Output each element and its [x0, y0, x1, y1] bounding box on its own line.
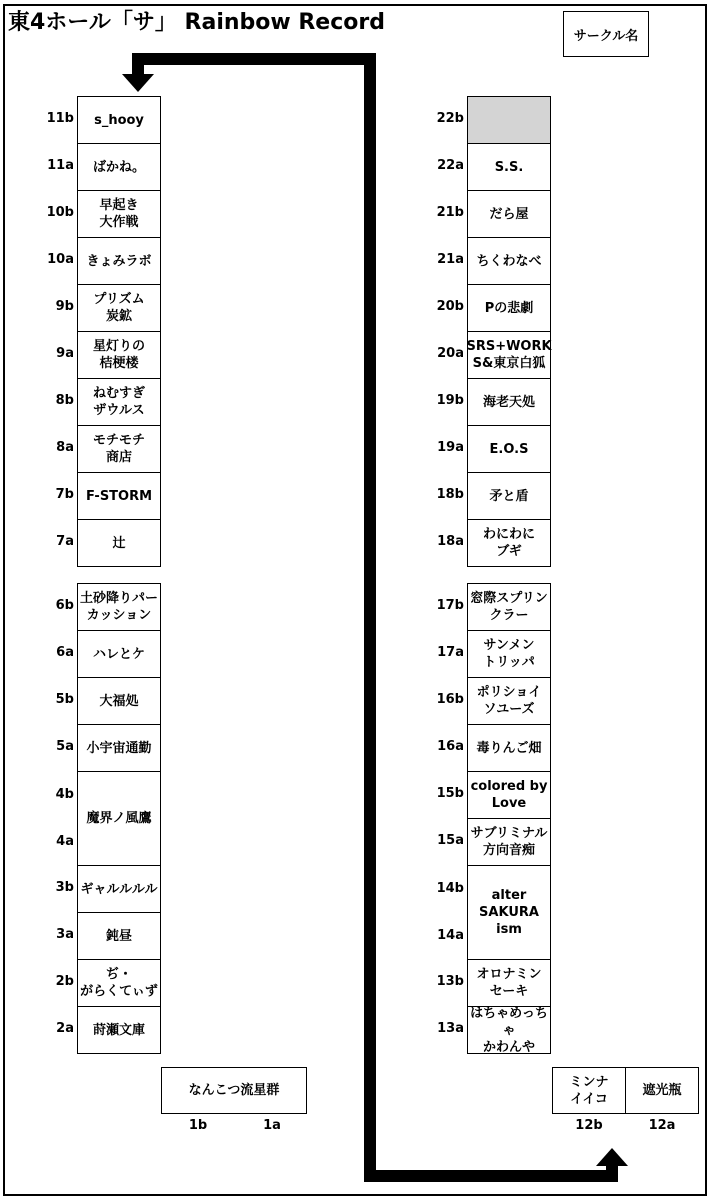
circle-18b[interactable] [467, 472, 551, 520]
circle-15a[interactable] [467, 818, 551, 866]
space-label: 9a [56, 346, 74, 361]
space-label: 10b [46, 205, 74, 220]
space-label: 14b [436, 881, 464, 896]
space-label: 13a [437, 1021, 464, 1036]
circle-11b[interactable] [77, 96, 161, 144]
circle-name: オロナミン セーキ [476, 967, 542, 999]
circle-name: 早起き 大作戦 [99, 198, 139, 230]
circle-name: 海老天処 [482, 394, 535, 410]
circle-name: サンメン トリッパ [483, 638, 535, 670]
circle-20b[interactable] [467, 284, 551, 332]
space-label: 12b [575, 1118, 603, 1133]
space-label: 14a [437, 928, 464, 943]
circle-17a[interactable] [467, 630, 551, 678]
space-label: 5a [56, 739, 74, 754]
space-label: 12a [648, 1118, 676, 1133]
space-label: 13b [436, 974, 464, 989]
circle-19b[interactable] [467, 378, 551, 426]
circle-name: 毒りんご畑 [476, 740, 542, 756]
space-label: 22b [436, 111, 464, 126]
circle-22a[interactable] [467, 143, 551, 191]
circle-name: ちくわなべ [476, 253, 542, 269]
circle-19a[interactable] [467, 425, 551, 473]
circle-name: 鈍昼 [105, 928, 132, 944]
space-label: 16a [437, 739, 464, 754]
space-label: 20b [436, 299, 464, 314]
space-label: 8b [55, 393, 74, 408]
space-label: 16b [436, 692, 464, 707]
circle-13a[interactable] [467, 1006, 551, 1054]
space-label: 20a [437, 346, 464, 361]
circle-5b[interactable] [77, 677, 161, 725]
circle-20a[interactable] [467, 331, 551, 379]
circle-name: プリズム 炭鉱 [93, 292, 145, 324]
circle-name: SRS+WORK S&東京白狐 [466, 339, 552, 371]
circle-8b[interactable] [77, 378, 161, 426]
space-label: 18b [436, 487, 464, 502]
circle-name: 矛と盾 [489, 488, 529, 504]
circle-14b[interactable] [467, 865, 551, 960]
circle-name: 莳瀬文庫 [92, 1022, 145, 1038]
space-label: 7a [56, 534, 74, 549]
space-label: 10a [47, 252, 74, 267]
space-label: 7b [55, 487, 74, 502]
circle-name: 大福処 [99, 693, 139, 709]
space-label: 17a [437, 645, 464, 660]
circle-15b[interactable] [467, 771, 551, 819]
circle-2a[interactable] [77, 1006, 161, 1054]
circle-12b[interactable] [552, 1067, 626, 1114]
circle-name: ミンナ イイコ [569, 1074, 609, 1107]
circle-name: 辻 [112, 535, 126, 551]
space-label: 5b [55, 692, 74, 707]
route-line [138, 59, 370, 1176]
circle-16a[interactable] [467, 724, 551, 772]
space-label: 15a [437, 833, 464, 848]
space-label: 1b [188, 1118, 208, 1133]
circle-name: サブリミナル 方向音痴 [470, 826, 548, 858]
space-label: 19b [436, 393, 464, 408]
circle-name: ハレとケ [92, 646, 145, 662]
space-label: 3a [56, 927, 74, 942]
circle-name: F-STORM [85, 488, 153, 504]
circle-4b[interactable] [77, 771, 161, 866]
circle-name: s_hooy [94, 112, 144, 128]
circle-name: ポリショイ ソユーズ [476, 685, 542, 717]
space-label: 6b [55, 598, 74, 613]
circle-1[interactable] [161, 1067, 307, 1114]
circle-name: 窓際スプリン クラー [470, 591, 548, 623]
circle-9b[interactable] [77, 284, 161, 332]
space-label: 1a [263, 1118, 281, 1133]
space-label: 21b [436, 205, 464, 220]
circle-name: alter SAKURA ism [479, 888, 539, 937]
circle-7b[interactable] [77, 472, 161, 520]
circle-10b[interactable] [77, 190, 161, 238]
circle-name: Pの悲劇 [484, 300, 534, 316]
circle-13b[interactable] [467, 959, 551, 1007]
circle-9a[interactable] [77, 331, 161, 379]
circle-name: 土砂降りパー カッション [79, 591, 158, 623]
circle-name: モチモチ 商店 [92, 433, 145, 465]
circle-name: 小宇宙通勤 [86, 740, 152, 756]
route-arrowhead-left [122, 74, 154, 92]
circle-16b[interactable] [467, 677, 551, 725]
circle-name: 星灯りの 桔梗楼 [92, 339, 145, 371]
circle-8a[interactable] [77, 425, 161, 473]
space-label: 4a [56, 834, 74, 849]
circle-name: わにわに ブギ [482, 527, 535, 559]
space-label: 2b [55, 974, 74, 989]
circle-name: 遮光瓶 [642, 1083, 682, 1098]
space-label: 21a [437, 252, 464, 267]
circle-6a[interactable] [77, 630, 161, 678]
space-label: 4b [55, 787, 74, 802]
circle-18a[interactable] [467, 519, 551, 567]
circle-2b[interactable] [77, 959, 161, 1007]
legend-box: サークル名 [563, 11, 649, 57]
circle-17b[interactable] [467, 583, 551, 631]
space-label: 17b [436, 598, 464, 613]
circle-22b[interactable] [467, 96, 551, 144]
route-line-bottom [364, 1164, 612, 1176]
space-label: 6a [56, 645, 74, 660]
circle-name: ねむすぎ ザウルス [92, 386, 145, 418]
space-label: 22a [437, 158, 464, 173]
circle-3a[interactable] [77, 912, 161, 960]
space-label: 8a [56, 440, 74, 455]
circle-7a[interactable] [77, 519, 161, 567]
circle-name: ばかね。 [92, 159, 145, 175]
space-label: 9b [55, 299, 74, 314]
circle-name: だら屋 [489, 206, 529, 222]
circle-10a[interactable] [77, 237, 161, 285]
circle-11a[interactable] [77, 143, 161, 191]
space-label: 15b [436, 786, 464, 801]
circle-6b[interactable] [77, 583, 161, 631]
circle-name: E.O.S [489, 441, 529, 457]
route-arrowhead-right [596, 1148, 628, 1166]
circle-3b[interactable] [77, 865, 161, 913]
space-label: 11b [46, 111, 74, 126]
space-label: 11a [47, 158, 74, 173]
circle-21a[interactable] [467, 237, 551, 285]
space-label: 19a [437, 440, 464, 455]
circle-name: はちゃめっちゃ かわんや [470, 1005, 548, 1055]
space-label: 2a [56, 1021, 74, 1036]
circle-5a[interactable] [77, 724, 161, 772]
circle-name: ぢ・ がらくてぃず [80, 967, 158, 999]
circle-name: なんこつ流星群 [188, 1083, 280, 1098]
circle-name: ギャルルルル [80, 881, 158, 897]
page-title: 東4ホール「サ」 Rainbow Record [8, 10, 385, 35]
circle-name: きょみラボ [86, 253, 152, 269]
circle-12a[interactable] [625, 1067, 699, 1114]
circle-name: 魔界ノ風鷹 [86, 811, 152, 826]
circle-21b[interactable] [467, 190, 551, 238]
circle-name: S.S. [494, 159, 524, 175]
space-label: 3b [55, 880, 74, 895]
space-label: 18a [437, 534, 464, 549]
circle-name: colored by Love [470, 779, 548, 811]
